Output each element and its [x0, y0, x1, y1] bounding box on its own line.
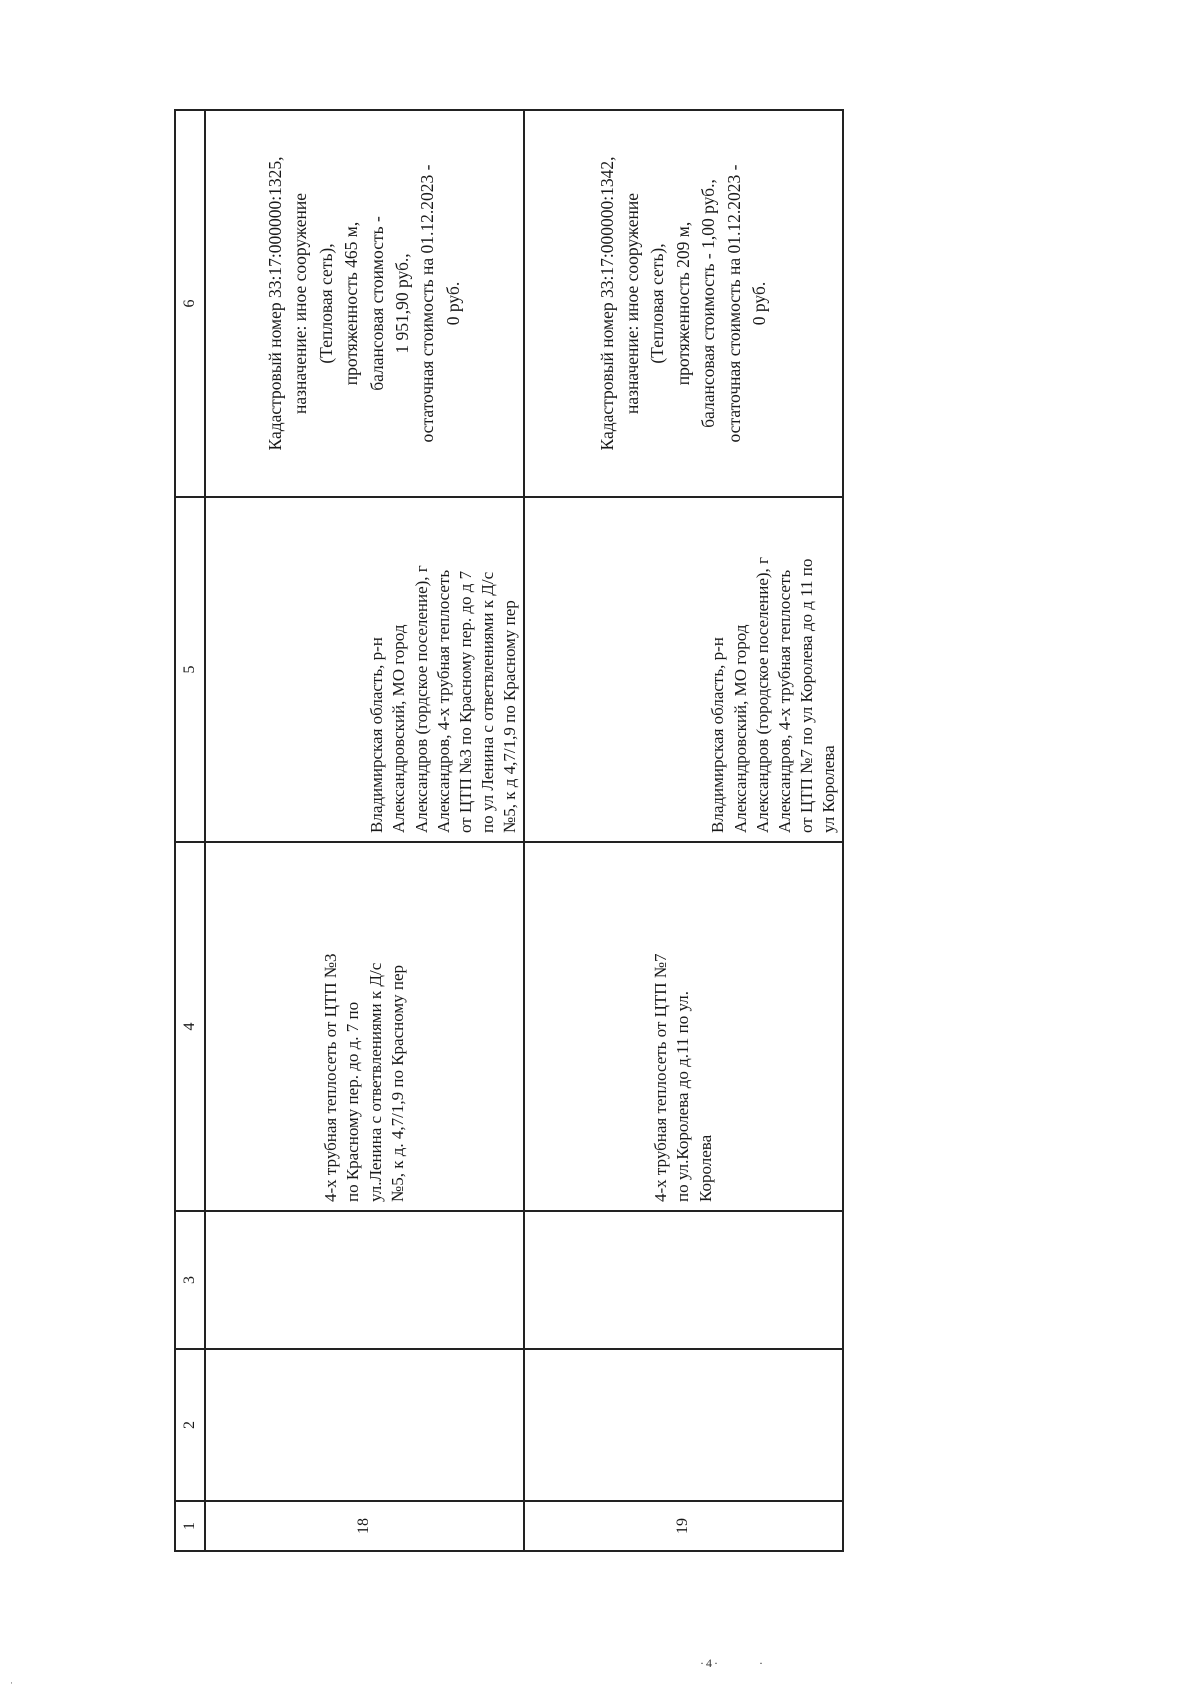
text-line: остаточная стоимость на 01.12.2023 - [417, 164, 438, 443]
row-number: 18 [205, 1501, 524, 1551]
text-line: балансовая стоимость - 1,00 руб., [698, 179, 719, 428]
page-mark: ·4· [700, 1656, 720, 1670]
property-table [174, 109, 844, 1552]
text-line: Александров (гордское поселение), г [411, 565, 431, 833]
text-line: Александров, 4-х трубная теплосеть [433, 569, 453, 833]
text-line: по Красному пер. до д. 7 по [343, 1001, 363, 1202]
text-line: Владимирская область, р-н [367, 637, 387, 833]
page-number-mark [700, 1656, 765, 1671]
text-line: по ул Ленина с ответвлениями к Д/с [477, 571, 497, 833]
empty-cell [524, 1349, 843, 1501]
header-col-2: 2 [175, 1349, 205, 1501]
header-col-4: 4 [175, 842, 205, 1211]
text-line: назначение: иное сооружение [622, 192, 643, 415]
text-line: Владимирская область, р-н [708, 637, 728, 833]
text-line: назначение: иное сооружение [290, 192, 311, 415]
text-line: Александровский, МО город [389, 624, 409, 833]
text-line: Кадастровый номер 33:17:000000:1342, [596, 156, 617, 451]
empty-cell [524, 1211, 843, 1349]
text-line: балансовая стоимость - [366, 216, 387, 391]
text-line: (Тепловая сеть), [647, 243, 668, 364]
description-cell [205, 110, 524, 497]
text-line: по ул.Королева до д.11 по ул. [673, 991, 693, 1202]
edge-mark: · [10, 1678, 13, 1688]
text-line: 4-х трубная теплосеть от ЦТП №3 [321, 953, 341, 1202]
text-line: ул.Ленина с ответвлениями к Д/с [365, 962, 385, 1202]
header-col-1: 1 [175, 1501, 205, 1551]
text-line: (Тепловая сеть), [315, 243, 336, 364]
header-col-3: 3 [175, 1211, 205, 1349]
address-cell [524, 497, 843, 842]
text-line: 1 951,90 руб., [391, 253, 412, 354]
text-line: №5, к д 4,7/1,9 по Красному пер [499, 600, 519, 833]
empty-cell [205, 1211, 524, 1349]
row-number: 19 [524, 1501, 843, 1551]
object-name-cell [205, 842, 524, 1211]
text-line: Александров (городское поселение), г [752, 556, 772, 833]
text-line: Королева [695, 1134, 715, 1202]
text-line: протяженность 209 м, [672, 221, 693, 386]
text-line: 0 руб. [442, 281, 463, 326]
header-col-5: 5 [175, 497, 205, 842]
text-line: от ЦТП №3 по Красному пер. до д 7 [455, 570, 475, 833]
table-row [524, 110, 843, 1551]
scan-dot: · [759, 1656, 765, 1670]
text-line: Кадастровый номер 33:17:000000:1325, [265, 156, 285, 451]
text-line: ул Королева [818, 745, 838, 833]
text-line: Александровский, МО город [730, 624, 750, 833]
text-line: №5, к д. 4,7/1,9 по Красному пер [387, 964, 407, 1202]
text-line: от ЦТП №7 по ул Королева до д 11 по [796, 558, 816, 833]
text-line: остаточная стоимость на 01.12.2023 - [723, 164, 744, 443]
rotated-table-wrapper [174, 111, 839, 1552]
text-line: 4-х трубная теплосеть от ЦТП №7 [651, 953, 671, 1202]
header-row [175, 110, 205, 1551]
header-col-6: 6 [175, 110, 205, 497]
description-cell [524, 110, 843, 497]
text-line: протяженность 465 м, [341, 221, 362, 386]
empty-cell [205, 1349, 524, 1501]
table-row [205, 110, 524, 1551]
text-line: Александров, 4-х трубная теплосеть [774, 569, 794, 833]
text-line: 0 руб. [748, 281, 769, 326]
object-name-cell [524, 842, 843, 1211]
address-cell [205, 497, 524, 842]
